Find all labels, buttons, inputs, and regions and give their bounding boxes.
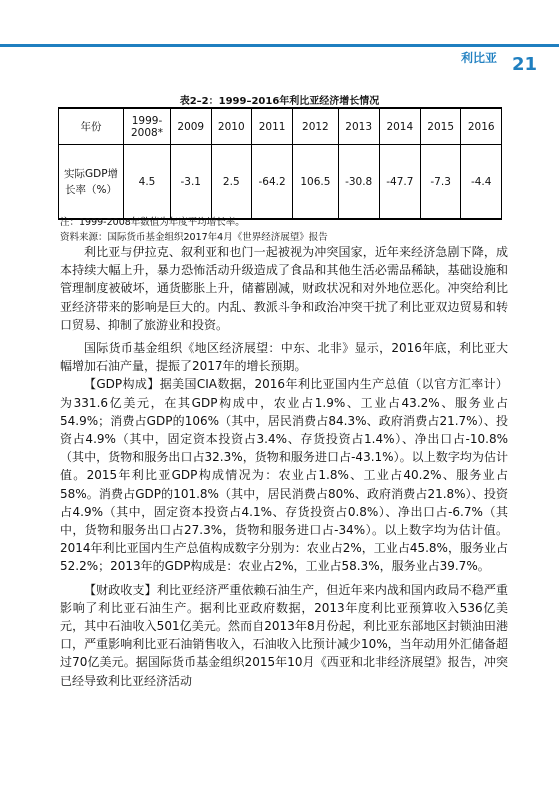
value-cell: -64.2 — [252, 145, 293, 220]
growth-table — [58, 107, 502, 220]
header-cell-year: 2014 — [379, 108, 420, 145]
paragraph-gdp-composition: 【GDP构成】据美国CIA数据，2016年利比亚国内生产总值（以官方汇率计）为331.6亿美元，在其GDP构成中，农业占1.9%、工业占43.2%、服务业占54.9%；消费占GDP的106%（其中，居民消费占84.3%、政府消费占21.7%）、投资占4.9%（其中，固定资本投资占3.4%、存货投资占1.4%）、净出口占-10.8%（其中，货物和服务出口占32.3%，货物和服务进口占-43.1%）。以上数字均为估计值。2015年利比亚GDP构成情况为：农业占1.8%、工业占40.2%、服务业占58%。消费占GDP的101.8%（其中，居民消费占80%、政府消费占21.8%）、投资占4.9%（其中，固定资本投资占4.1%、存货投资占0.8%）、净出口占-6.7%（其中，货物和服务出口占27.3%，货物和服务进口占-34%）。以上数字均为估计值。2014年利比亚国内生产总值构成数字分别为：农业占2%，工业占45.8%，服务业占52.2%；2013年的GDP构成是：农业占2%，工业占58.3%，服务业占39.7%。 — [60, 377, 508, 574]
header-cell-year: 2013 — [338, 108, 379, 145]
table-header-row — [59, 108, 502, 145]
value-cell: -47.7 — [379, 145, 420, 220]
row-label-gdp-growth: 实际GDP增长率（%） — [59, 145, 124, 220]
value-cell: -30.8 — [338, 145, 379, 220]
value-cell: 4.5 — [124, 145, 171, 220]
header-cell-year: 2016 — [461, 108, 502, 145]
header-rule — [0, 44, 559, 47]
paragraph-imf-outlook: 国际货币基金组织《地区经济展望：中东、北非》显示，2016年底，利比亚大幅增加石油产量，提振了2017年的增长预期。 — [60, 341, 508, 374]
header-cell-year: 2009 — [171, 108, 212, 145]
table-row — [59, 145, 502, 220]
value-cell: -7.3 — [420, 145, 461, 220]
header-cell-year: 2011 — [252, 108, 293, 145]
header-cell-year: 2010 — [211, 108, 252, 145]
value-cell: 106.5 — [293, 145, 338, 220]
running-head-country: 利比亚 — [460, 51, 497, 65]
table-notes — [60, 215, 328, 245]
value-cell: 2.5 — [211, 145, 252, 220]
header-cell-year: 2015 — [420, 108, 461, 145]
header-cell-year-label: 年份 — [59, 108, 124, 145]
value-cell: -4.4 — [461, 145, 502, 220]
page-number: 21 — [511, 54, 537, 75]
body-text — [60, 243, 508, 690]
paragraph-overview: 利比亚与伊拉克、叙利亚和也门一起被视为冲突国家，近年来经济急剧下降，成本持续大幅上升，暴力恐怖活动升级造成了食品和其他生活必需品稀缺，基础设施和管理制度被破坏，通货膨胀上升，储蓄剧减，财政状况和对外地位恶化。冲突给利比亚经济带来的影响是巨大的。内乱、教派斗争和政治冲突干扰了利比亚双边贸易和转口贸易、抑制了旅游业和投资。 — [60, 245, 508, 332]
value-cell: -3.1 — [171, 145, 212, 220]
paragraph-fiscal: 【财政收支】利比亚经济严重依赖石油生产，但近年来内战和国内政局不稳严重影响了利比亚石油生产。据利比亚政府数据，2013年度利比亚预算收入536亿美元，其中石油收入501亿美元。然而自2013年8月份起，利比亚东部地区封锁油田港口，严重影响利比亚石油销售收入，石油收入比预计减少10%，当年动用外汇储备超过70亿美元。据国际货币基金组织2015年10月《西亚和北非经济展望》报告，冲突已经导致利比亚经济活动 — [60, 582, 508, 688]
table-source: 资料来源：国际货币基金组织2017年4月《世界经济展望》报告 — [60, 232, 328, 243]
header-cell-year: 2012 — [293, 108, 338, 145]
header-cell-year: 1999-2008* — [124, 108, 171, 145]
table-caption: 表2–2：1999–2016年利比亚经济增长情况 — [179, 96, 380, 107]
table-note: 注：1999-2008年数值为年度平均增长率。 — [60, 217, 245, 228]
